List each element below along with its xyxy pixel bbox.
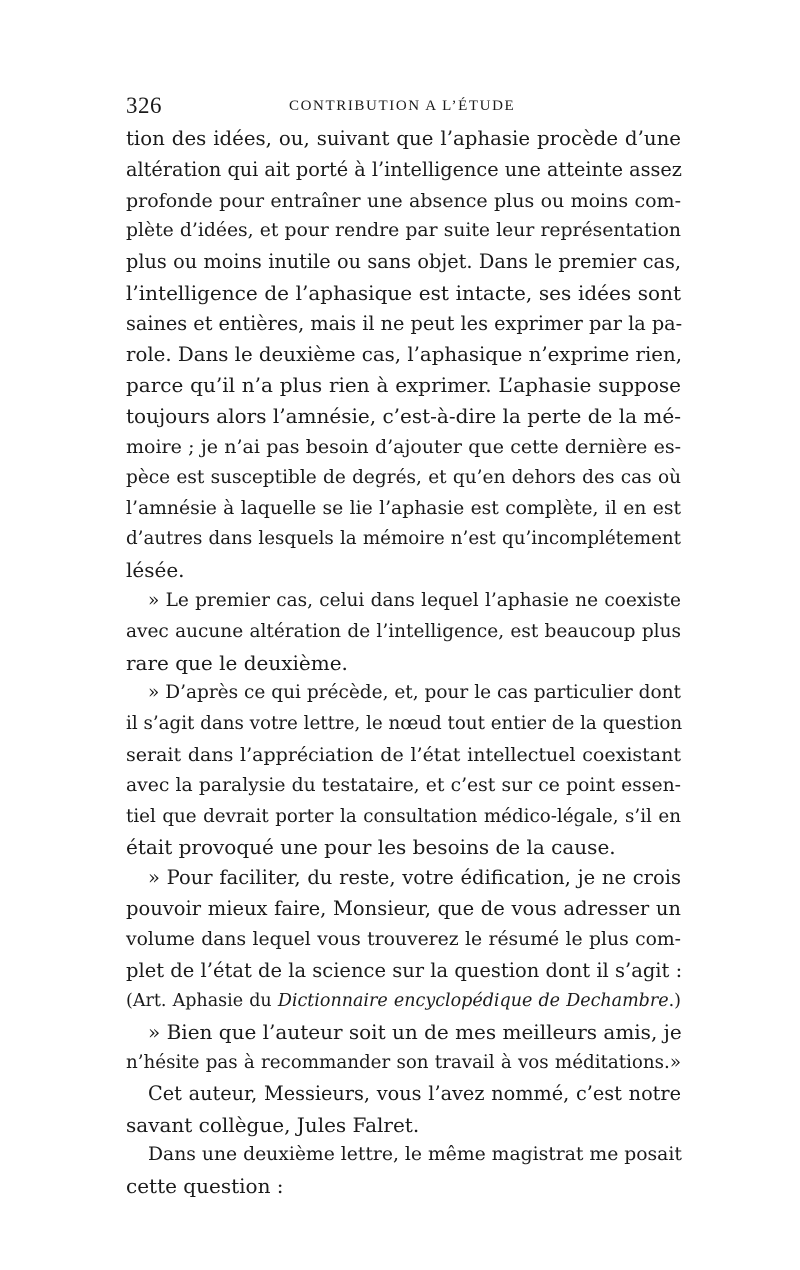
citation-line	[126, 986, 681, 1017]
citation-suffix: .)	[668, 991, 681, 1012]
citation-prefix: (Art. Aphasie du	[126, 991, 278, 1012]
text-line: toujours alors l’amnésie, c’est-à-dire la perte de la mé-	[126, 404, 681, 429]
paragraph-end-line: lésée.	[126, 558, 185, 583]
page-number: 326	[126, 93, 162, 118]
paragraph-end-line: rare que le deuxième.	[126, 650, 348, 675]
text-line: Dans une deuxième lettre, le même magistrat me posait	[148, 1144, 682, 1166]
text-line: » D’après ce qui précède, et, pour le cas particulier dont	[148, 682, 681, 704]
text-line: n’hésite pas à recommander son travail à vos méditations.»	[126, 1051, 681, 1073]
text-line: » Bien que l’auteur soit un de mes meilleurs amis, je	[148, 1020, 682, 1045]
text-line: d’autres dans lesquels la mémoire n’est qu’incomplétement	[126, 528, 681, 550]
text-line: plète d’idées, et pour rendre par suite leur représentation	[126, 220, 681, 242]
text-line: volume dans lequel vous trouverez le résumé le plus com-	[126, 928, 681, 950]
text-line: saines et entières, mais il ne peut les exprimer par la pa-	[126, 311, 683, 335]
paragraph-end-line: cette question :	[126, 1174, 284, 1199]
text-line: » Pour faciliter, du reste, votre édification, je ne crois	[148, 866, 681, 890]
text-line: avec aucune altération de l’intelligence, est beaucoup plus	[126, 620, 681, 642]
paragraph-end-line: savant collègue, Jules Falret.	[126, 1112, 420, 1137]
text-line: Cet auteur, Messieurs, vous l’avez nommé, c’est notre	[148, 1081, 681, 1105]
text-line: role. Dans le deuxième cas, l’aphasique n’exprime rien,	[126, 342, 682, 366]
text-line: plus ou moins inutile ou sans objet. Dans le premier cas,	[126, 250, 681, 274]
running-head	[126, 93, 681, 123]
text-line: pouvoir mieux faire, Monsieur, que de vous adresser un	[126, 896, 681, 920]
text-line: l’intelligence de l’aphasique est intacte, ses idées sont	[126, 280, 681, 305]
paragraph-end-line: était provoqué une pour les besoins de la cause.	[126, 835, 616, 860]
body-text	[126, 124, 681, 1202]
text-line: serait dans l’appréciation de l’état intellectuel coexistant	[126, 743, 681, 766]
dictionary-title: Dictionnaire encyclopédique de Dechambre	[277, 991, 669, 1012]
text-line: il s’agit dans votre lettre, le nœud tout entier de la question	[126, 713, 683, 735]
text-line: tion des idées, ou, suivant que l’aphasie procède d’une	[126, 127, 681, 150]
text-line: l’amnésie à laquelle se lie l’aphasie est complète, il en est	[126, 497, 681, 519]
running-title: CONTRIBUTION A L’ÉTUDE	[289, 98, 516, 114]
text-line: tiel que devrait porter la consultation médico-légale, s’il en	[126, 805, 681, 827]
text-line: plet de l’état de la science sur la question dont il s’agit :	[126, 958, 683, 982]
text-line: » Le premier cas, celui dans lequel l’aphasie ne coexiste	[148, 589, 681, 611]
text-line: altération qui ait porté à l’intelligence une atteinte assez	[126, 157, 682, 181]
text-line: profonde pour entraîner une absence plus ou moins com-	[126, 189, 681, 212]
text-line: pèce est susceptible de degrés, et qu’en dehors des cas où	[126, 466, 681, 488]
text-line: moire ; je n’ai pas besoin d’ajouter que cette dernière es-	[126, 435, 681, 458]
text-line: avec la paralysie du testataire, et c’est sur ce point essen-	[126, 774, 681, 796]
text-line: parce qu’il n’a plus rien à exprimer. L’aphasie suppose	[126, 373, 681, 398]
